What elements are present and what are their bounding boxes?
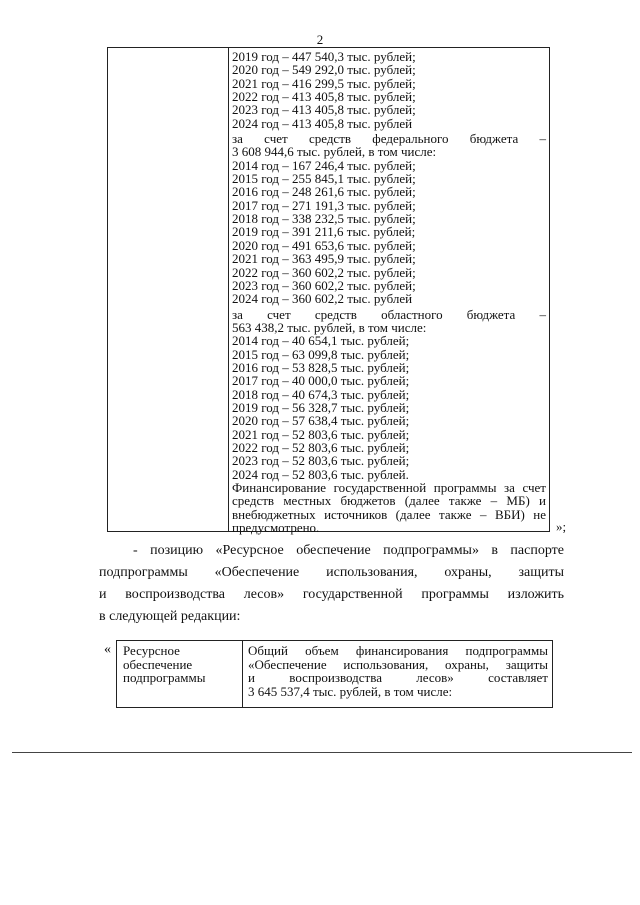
column-divider: [228, 48, 229, 531]
value-line: Общий объем финансирования подпрограммы: [248, 643, 548, 658]
federal-year-line: 2014 год – 167 246,4 тыс. рублей;: [232, 157, 416, 173]
federal-year-line: 2016 год – 248 261,6 тыс. рублей;: [232, 184, 416, 200]
federal-total: 3 608 944,6 тыс. рублей, в том числе:: [232, 144, 437, 160]
row-label: Ресурсное обеспечение подпрограммы: [123, 643, 206, 685]
amendment-instruction: [99, 540, 564, 628]
instruction-line: подпрограммы «Обеспечение использования, охраны, защиты: [99, 565, 564, 580]
federal-heading: за счет средств федерального бюджета –: [232, 131, 546, 147]
funding-note: Финансирование государственной программы за счет средств местных бюджетов (далее также – МБ) и внебюджетных источников (далее также – ВБИ) не предусмотрено.: [232, 480, 546, 536]
opening-quote: «: [104, 642, 111, 657]
resource-provision-table: [116, 640, 553, 708]
funding-table-continued: [107, 47, 550, 536]
funding-text-cell: [232, 50, 546, 534]
instruction-line: и воспроизводства лесов» государственной программы изложить: [99, 587, 564, 602]
federal-year-line: 2017 год – 271 191,3 тыс. рублей;: [232, 197, 416, 213]
federal-year-line: 2021 год – 363 495,9 тыс. рублей;: [232, 251, 416, 267]
year-line: 2022 год – 413 405,8 тыс. рублей;: [232, 89, 416, 105]
closing-quote: »;: [556, 519, 567, 534]
row-value: [248, 644, 548, 698]
regional-year-line: 2018 год – 40 674,3 тыс. рублей;: [232, 386, 410, 402]
value-line: «Обеспечение использования, охраны, защиты: [248, 656, 548, 672]
regional-year-line: 2019 год – 56 328,7 тыс. рублей;: [232, 399, 410, 415]
regional-heading: за счет средств областного бюджета –: [232, 306, 546, 322]
federal-year-line: 2018 год – 338 232,5 тыс. рублей;: [232, 211, 416, 227]
year-line: 2020 год – 549 292,0 тыс. рублей;: [232, 62, 416, 78]
instruction-line: - позицию «Ресурсное обеспечение подпрограммы» в паспорте: [133, 543, 564, 558]
instruction-line: в следующей редакции:: [99, 609, 241, 624]
year-line: 2021 год – 416 299,5 тыс. рублей;: [232, 75, 416, 91]
year-line: 2023 год – 413 405,8 тыс. рублей;: [232, 102, 416, 118]
year-line: 2019 год – 447 540,3 тыс. рублей;: [232, 49, 416, 64]
regional-year-line: 2022 год – 52 803,6 тыс. рублей;: [232, 439, 410, 455]
federal-year-line: 2023 год – 360 602,2 тыс. рублей;: [232, 277, 416, 293]
page-number: 2: [316, 32, 324, 47]
regional-year-line: 2015 год – 63 099,8 тыс. рублей;: [232, 346, 410, 362]
regional-year-line: 2014 год – 40 654,1 тыс. рублей;: [232, 333, 410, 349]
federal-year-line: 2019 год – 391 211,6 тыс. рублей;: [232, 224, 416, 240]
regional-year-line: 2021 год – 52 803,6 тыс. рублей;: [232, 426, 410, 442]
federal-year-line: 2024 год – 360 602,2 тыс. рублей: [232, 291, 413, 307]
value-line: 3 645 537,4 тыс. рублей, в том числе:: [248, 683, 453, 699]
regional-year-line: 2024 год – 52 803,6 тыс. рублей.: [232, 466, 409, 482]
regional-year-line: 2016 год – 53 828,5 тыс. рублей;: [232, 359, 410, 375]
regional-year-line: 2020 год – 57 638,4 тыс. рублей;: [232, 413, 410, 429]
federal-year-line: 2015 год – 255 845,1 тыс. рублей;: [232, 171, 416, 187]
value-line: и воспроизводства лесов» составляет: [248, 670, 548, 685]
federal-year-line: 2022 год – 360 602,2 тыс. рублей;: [232, 264, 416, 280]
regional-year-line: 2017 год – 40 000,0 тыс. рублей;: [232, 373, 410, 389]
federal-year-line: 2020 год – 491 653,6 тыс. рублей;: [232, 237, 416, 253]
column-divider: [242, 641, 243, 707]
regional-total: 563 438,2 тыс. рублей, в том числе:: [232, 319, 427, 335]
year-line: 2024 год – 413 405,8 тыс. рублей: [232, 115, 413, 131]
page-bottom-rule: [12, 752, 632, 753]
regional-year-line: 2023 год – 52 803,6 тыс. рублей;: [232, 453, 410, 469]
